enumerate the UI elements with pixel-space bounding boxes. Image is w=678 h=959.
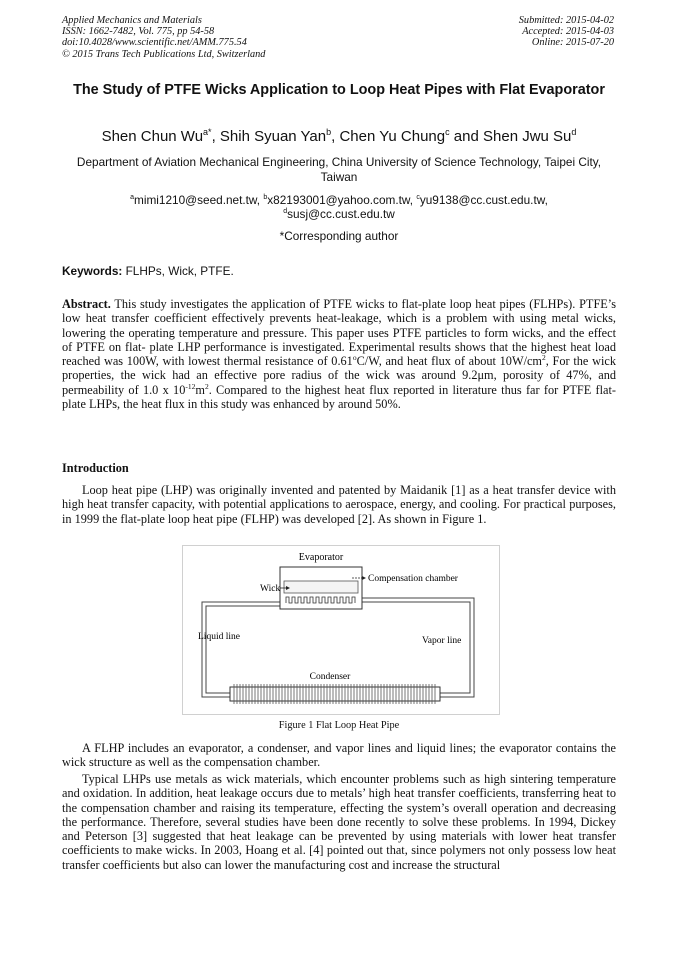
author-name: Shen Chun Wu [101, 128, 204, 145]
corresponding-author-note: *Corresponding author [279, 229, 399, 243]
condenser-body [230, 687, 440, 701]
submitted-date: Submitted: 2015-04-02 [518, 15, 614, 26]
author-separator: , [211, 128, 220, 145]
author-separator: , [331, 128, 340, 145]
section-heading-introduction: Introduction [62, 461, 129, 475]
abstract-text: , For the wick properties, the wick had an effective pore radius of the wick was around 9.2μm, porosity of 47%, and permeability of 1.0 x 10 [62, 354, 616, 397]
doi: doi:10.4028/www.scientific.net/AMM.775.54 [62, 37, 247, 49]
affiliation: Department of Aviation Mechanical Engineering, China University of Science Technology, Taipei City, Taiwan [76, 155, 602, 184]
email-superscript: b [263, 194, 268, 201]
email-address[interactable]: x82193001@yahoo.com.tw, [267, 193, 414, 207]
online-date: Online: 2015-07-20 [531, 37, 614, 49]
author-name: Chen Yu Chung [339, 128, 446, 145]
abstract-superscript: -12 [185, 381, 196, 391]
author-superscript: c [445, 127, 450, 137]
loop-heat-pipe-figure [182, 545, 500, 715]
email-address[interactable]: yu9138@cc.cust.edu.tw, [419, 193, 548, 207]
abstract-text: This study investigates the application of PTFE wicks to flat-plate loop heat pipes (FLHPs). PTFE’s low heat transfer coefficient effectively prevents heat-leakage, which is a problem with using metal wicks, lowering the operating temperature and pressure. This paper uses PTFE particles to form wicks, and the effect of PTFE on flat- plate LHP performance is investigated. Experimental results shows that the highest heat load reached was 100W, with lowest thermal resistance of 0.61 [62, 297, 616, 369]
copyright: © 2015 Trans Tech Publications Ltd, Switzerland [62, 48, 266, 60]
journal-name: Applied Mechanics and Materials [62, 15, 202, 26]
abstract-label: Abstract. [62, 297, 111, 311]
abstract-superscript: 2 [204, 381, 209, 391]
email-superscript: a [130, 194, 134, 201]
label-condenser: Condenser [309, 672, 351, 682]
author-name: Shen Jwu Su [483, 128, 572, 145]
keywords-text: FLHPs, Wick, PTFE. [122, 264, 234, 278]
label-vapor-line: Vapor line [422, 636, 462, 646]
label-compensation-chamber: Compensation chamber [368, 574, 458, 584]
email-line-1 [62, 193, 616, 207]
intro-paragraph-2: A FLHP includes an evaporator, a condenser, and vapor lines and liquid lines; the evaporator contains the wick structure as well as the compensation chamber. [62, 741, 616, 770]
abstract-text: . Compared to the highest heat flux reported in literature thus far for PTFE flat-plate LHPs, the heat flux in this study was enhanced by around 50%. [62, 382, 616, 412]
label-evaporator: Evaporator [298, 552, 344, 563]
label-wick: Wick [260, 584, 281, 594]
email-line-2 [62, 207, 616, 221]
author-superscript: b [326, 127, 332, 137]
issn: ISSN: 1662-7482, Vol. 775, pp 54-58 [62, 26, 215, 38]
keywords-label: Keywords: [62, 264, 123, 278]
email-superscript: d [283, 208, 288, 215]
abstract-text: m [195, 382, 205, 397]
author-list [62, 127, 616, 147]
author-superscript: a* [203, 127, 212, 137]
figure-caption: Figure 1 Flat Loop Heat Pipe [278, 720, 400, 731]
abstract-superscript: 2 [542, 353, 546, 363]
label-liquid-line: Liquid line [198, 632, 240, 642]
journal-info [62, 15, 265, 60]
email-address[interactable]: mimi1210@seed.net.tw, [134, 193, 261, 207]
email-address[interactable]: susj@cc.cust.edu.tw [287, 207, 395, 221]
dates-info [519, 15, 614, 49]
email-superscript: c [416, 194, 420, 201]
compensation-chamber-box [284, 581, 358, 593]
accepted-date: Accepted: 2015-04-03 [522, 26, 614, 38]
author-separator: and [449, 128, 483, 145]
author-superscript: d [571, 127, 577, 137]
abstract [62, 297, 616, 411]
intro-paragraph-3: Typical LHPs use metals as wick materials, which encounter problems such as high sintering temperature and oxidation. In addition, heat leakage occurs due to metals’ high heat transfer coefficients, transferring heat to the compensation chamber and raising its temperature, effecting the system’s overall operation and decreasing the performance. Therefore, several studies have been done recently to solve these problems. In 1994, Dickey and Peterson [3] suggested that heat leakage can be prevented by using materials with lower heat transfer coefficients to make wicks. In 2003, Hoang et al. [4] pointed out that, since polymers not only possess low heat transfer coefficients but also can lower the manufacturing cost and increase the structural [62, 772, 616, 872]
intro-paragraph-1: Loop heat pipe (LHP) was originally invented and patented by Maidanik [1] as a heat transfer device with high heat transfer capacity, with potential applications to aerospace, energy, and cooling. For practical purposes, in 1999 the flat-plate loop heat pipe (FLHP) was developed [2]. As shown in Figure 1. [62, 483, 616, 526]
author-name: Shih Syuan Yan [219, 128, 327, 145]
paper-title: The Study of PTFE Wicks Application to Loop Heat Pipes with Flat Evaporator [73, 82, 605, 98]
abstract-superscript: o [352, 353, 357, 363]
keywords [62, 264, 616, 278]
abstract-text: C/W, and heat flux of about 10W/cm [356, 354, 543, 369]
email-list [62, 193, 616, 221]
